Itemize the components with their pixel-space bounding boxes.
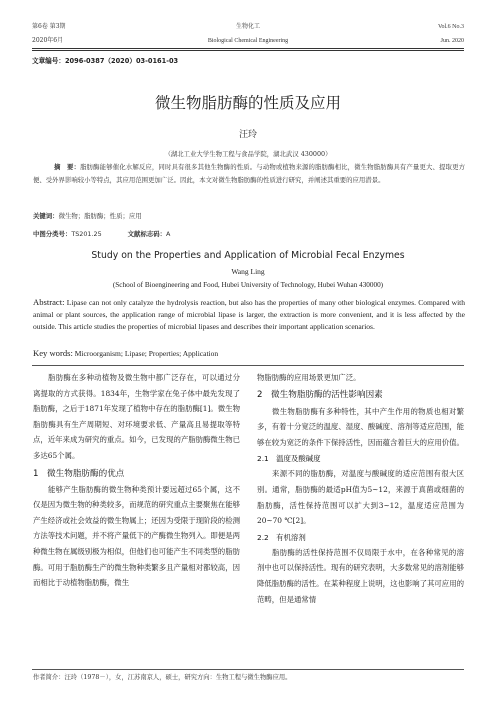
abstract-cn (33, 161, 465, 187)
subsection-2-1-heading: 2.1 温度及酸碱度 (257, 454, 321, 464)
keywords-cn-label: 关键词： (33, 212, 59, 220)
subsection-2-2-heading: 2.2 有机溶剂 (257, 532, 306, 542)
footnote-rule (32, 669, 464, 670)
header-date-en: Jun. 2020 (440, 38, 464, 44)
section-1-continued: 物脂肪酶的应用场景更加广泛。 (257, 373, 361, 382)
subsection-2-2-paragraph: 脂肪酶的活性保持范围不仅局限于水中，在各种常见的溶剂中也可以保持活性。现有的研究表明，大多数常见的溶剂能够降低脂肪酶的活性。在某种程度上说明，这也影响了其可应用的范畴，但是通常情 (257, 547, 464, 604)
doc-code-label: 文献标志码： (127, 230, 167, 238)
keywords-en-text: Microorganism; Lipase; Properties; Application (74, 349, 219, 358)
header-volume: Vol.6 No.3 (437, 24, 464, 30)
keywords-cn (33, 210, 465, 223)
section-1-heading: 1 微生物脂肪酶的优点 (33, 468, 125, 479)
subsection-2-1-paragraph: 来源不同的脂肪酶，对温度与酸碱度的适应范围有很大区别。通常，脂肪酶的最适pH值为5~12，来源于真菌或细菌的脂肪酶，活性保持范围可以扩大到3~12，温度适应范围为20~70 ℃[2]。 (257, 469, 464, 526)
clc-label: 中图分类号： (33, 230, 72, 238)
affiliation-cn: （湖北工业大学生物工程与食品学院，湖北武汉 430000） (164, 150, 332, 158)
keywords-cn-text: 微生物；脂肪酶；性质；应用 (58, 212, 142, 220)
keywords-en (33, 347, 465, 360)
abstract-cn-text: 脂肪酶能够催化水解反应，同时具有很多其他生物酶的性质。与动物或植物来源的脂肪酶相比，微生物脂肪酶具有产量更大、提取更方便、受外界影响较小等特点，其应用范围更加广泛。因此，本文对微生物脂肪酶的性质进行研究，并阐述其重要的应用潜景。 (33, 163, 466, 184)
doc-code-value: A (166, 230, 171, 238)
header-date-cn: 2020年6月 (32, 37, 64, 44)
section-2-heading: 2 微生物脂肪酶的活性影响因素 (257, 389, 383, 400)
title-en: Study on the Properties and Application of Microbial Fecal Enzymes (91, 250, 405, 261)
affiliation-en: (School of Bioengineering and Food, Hubei University of Technology, Hubei Wuhan 430000) (112, 281, 384, 289)
right-column (257, 370, 464, 607)
section-2-paragraph: 微生物脂肪酶有多种特性，其中产生作用的物质也相对繁多，有着十分宽泛的温度、湿度、酸碱度、溶剂等适应范围，能够在较为宽泛的条件下保持活性，因而蕴含着巨大的应用价值。 (257, 406, 464, 447)
header-rule-top (32, 48, 464, 49)
article-number: 文章编号：2096-0387（2020）03-0161-03 (32, 57, 179, 65)
abstract-en (33, 296, 465, 333)
left-column (33, 370, 240, 591)
abstract-en-label: Abstract: (33, 297, 65, 307)
intro-paragraph: 脂肪酶在多种动植物及微生物中都广泛存在，可以通过分离提取的方式获得。1834年，生物学家在兔子体中最先发现了脂肪酶，之后于1871年发现了植物中存在的脂肪酶[1]。微生物脂肪酶具有生产周期短、对环境要求低、产量高且易提取等特点，近年来成为研究的重点。如今，已发现的产脂肪酶微生物已多达65个属。 (33, 373, 240, 460)
header-issue: 第6卷 第3期 (32, 23, 66, 30)
classification-row (33, 228, 333, 241)
author-footnote: 作者简介：汪玲（1978－），女，江苏南京人，硕士，研究方向：生物工程与微生物酶应用。 (33, 674, 292, 681)
header-rule-bottom (32, 50, 464, 51)
header-journal-en: Biological Chemical Engineering (207, 38, 289, 44)
abstract-divider (32, 365, 464, 366)
author-en: Wang Ling (231, 267, 265, 276)
author-cn: 汪玲 (238, 130, 257, 140)
keywords-en-label: Key words: (33, 348, 73, 358)
page-title: 微生物脂肪酶的性质及应用 (154, 94, 341, 112)
abstract-en-text: Lipase can not only catalyze the hydrolysis reaction, but also has the properties of many other biological enzymes. Compared with animal or plant sources, the application range of microbial lipase is larger, the extraction is more convenient, and it is less affected by the outside. This article studies the properties of microbial lipases and describes their important application scenarios. (33, 298, 465, 331)
section-1-paragraph: 能够产生脂肪酶的微生物种类预计要远超过65个属，这不仅是因为微生物的种类较多，而规范的研究重点主要聚焦在能够产生经济或社会效益的微生物属上；还因为受限于现阶段的检测方法等技术问题，并不将产量低下的产酶微生物列入。即便是两种微生物在属级别极为相似，但他们也可能产生不同类型的脂肪酶。可用于脂肪酶生产的微生物种类繁多且产量相对都较高，因而相比于动植物脂肪酶，微生 (33, 484, 240, 588)
abstract-cn-label: 摘 要： (54, 163, 81, 171)
header-journal-cn: 生物化工 (235, 23, 260, 30)
clc-value: TS201.25 (71, 230, 102, 238)
